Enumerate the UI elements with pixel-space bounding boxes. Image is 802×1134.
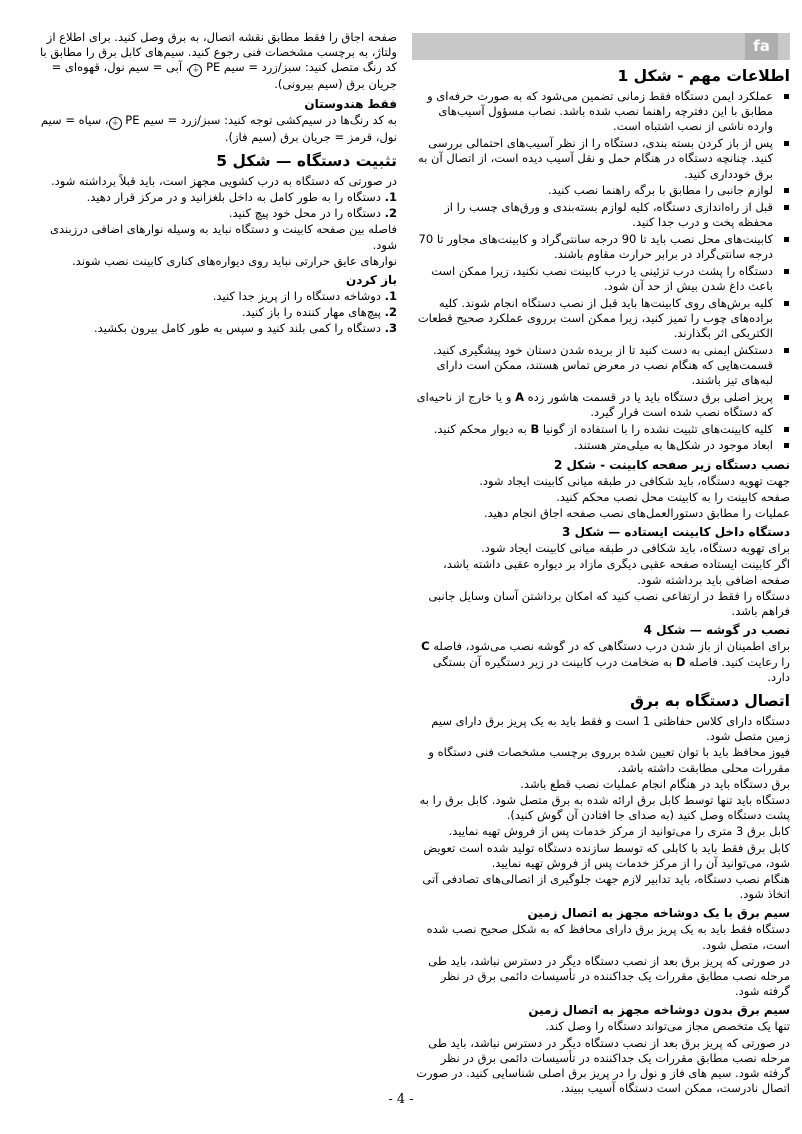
paragraph: جهت تهویه دستگاه، باید شکافی در طبقه میانی کابینت ایجاد شود. — [479, 473, 790, 488]
heading-removal: باز کردن — [346, 273, 397, 288]
earth-ground-icon: ⏚ — [189, 64, 202, 77]
list-item — [412, 89, 790, 135]
list-item — [412, 390, 790, 420]
step-item — [38, 321, 397, 336]
bullet-text: عملکرد ایمن دستگاه فقط زمانی تضمین می‌شود که به صورت حرفه‌ای و مطابق با این دفترچه راهنما نصب شده باشد. نصاب مسؤول آسیب‌های وارده ناشی از نصب اشتباه است. — [427, 89, 773, 134]
list-item — [412, 264, 790, 294]
step-number: 1. — [384, 289, 397, 304]
language-badge: fa — [745, 33, 778, 60]
page-number: - 4 - — [388, 1092, 414, 1107]
step-number: 2. — [384, 206, 397, 221]
paragraph: برق دستگاه باید در هنگام انجام عملیات نصب قطع باشد. — [520, 776, 790, 791]
bullet-text: کلیه برش‌های روی کابینت‌ها باید قبل از نصب دستگاه انجام شوند. کلیه براده‌های چوب را تمیز کنید، زیرا ممکن است برروی عملکرد صحیح قطعات الکتریکی اثر بگذارند. — [417, 295, 773, 341]
heading-cord-without-earthed-plug: سیم برق بدون دوشاخه مجهز به اتصال زمین — [528, 1003, 790, 1018]
paragraph — [412, 639, 790, 685]
paragraph: عملیات را مطابق دستورالعمل‌های نصب صفحه اجاق انجام دهید. — [483, 506, 790, 521]
bullet-square-icon — [784, 188, 789, 193]
bullet-text: ابعاد موجود در شکل‌ها به میلی‌متر هستند. — [573, 438, 773, 453]
list-item — [412, 296, 790, 342]
list-item — [412, 232, 790, 262]
reference-letter-d: D — [675, 654, 686, 669]
reference-letter-b: B — [530, 421, 540, 436]
paragraph: اگر کابینت ایستاده صفحه عقبی دیگری مازاد بر دیواره عقبی داشته باشد، صفحه اضافی باید برداشته شود. — [443, 557, 790, 587]
heading-india-only: فقط هندوستان — [304, 96, 397, 111]
paragraph: هنگام نصب دستگاه، باید تدابیر لازم جهت جلوگیری از اتصالی‌های تصادفی آتی اتخاذ شود. — [422, 871, 790, 902]
bullet-square-icon — [784, 443, 789, 448]
paragraph: دستگاه را فقط در ارتفاعی نصب کنید که امکان برداشتن آسان وسایل جانبی فراهم باشد. — [428, 588, 790, 619]
paragraph: کابل برق فقط باید با کابلی که توسط سازنده دستگاه تولید شده است تعویض شود، می‌توانید آن را از مرکز خدمات پس از فروش تهیه نمایید. — [423, 840, 790, 870]
paragraph-text: ، سیاه = سیم نول، قرمز = جریان برق (سیم فاز). — [40, 112, 397, 144]
right-column — [412, 33, 790, 1097]
step-number: 1. — [384, 190, 397, 205]
bullet-square-icon — [784, 94, 789, 99]
earth-ground-icon: ⏚ — [109, 117, 122, 130]
step-number: 3. — [384, 321, 397, 336]
paragraph: دستگاه دارای کلاس حفاظتی 1 است و فقط باید به یک پریز برق دارای سیم زمین متصل شود. — [431, 713, 790, 744]
paragraph-text: به کد رنگ‌ها در سیم‌کشی توجه کنید: سبز/زرد = سیم PE — [121, 112, 397, 127]
paragraph: صفحه کابینت را به کابینت محل نصب محکم کنید. — [556, 489, 790, 504]
bullet-text: دستگاه را پشت درب تزئینی یا درب کابینت نصب نکنید، زیرا ممکن است باعث داغ شدن بیش از حد آن شود. — [431, 263, 773, 293]
heading-tall-cabinet-figure3: دستگاه داخل کابینت ایستاده — شکل 3 — [562, 525, 790, 540]
bullet-square-icon — [784, 237, 789, 242]
list-item — [412, 438, 790, 453]
step-item — [38, 305, 397, 320]
paragraph: دستگاه فقط باید به یک پریز برق دارای محافظ که به شکل صحیح نصب شده است، متصل شود. — [426, 922, 790, 952]
list-item — [412, 343, 790, 389]
paragraph-text: ، آبی = سیم نول، قهوه‌ای = جریان برق (سیم بیرونی). — [51, 60, 397, 92]
step-number: 2. — [384, 305, 397, 320]
paragraph — [38, 113, 397, 145]
paragraph: در صورتی که پریز برق بعد از نصب دستگاه دیگر در دسترس نباشد، باید طی مرحله نصب مطابق مقررات یک جداکننده در تأسیسات دائمی برق در نظر گرفته شود. سیم های فاز و نول را در پریز برق اصلی شناسایی کنید. در صورت اتصال نادرست، ممکن است دستگاه آسیب ببیند. — [416, 1035, 790, 1096]
paragraph-text: به ضخامت درب کابینت در زیر دستگیره آن بستگی دارد. — [432, 654, 790, 684]
left-column — [38, 30, 397, 338]
step-item — [38, 206, 397, 221]
bullet-square-icon — [784, 205, 789, 210]
paragraph-text: را رعایت کنید. فاصله — [685, 654, 790, 669]
bullet-text: به دیوار محکم کنید. — [433, 421, 531, 436]
bullet-text: دستکش ایمنی به دست کنید تا از بریده شدن دستان خود پیشگیری کنید. قسمت‌هایی که هنگام نصب در معرض تماس هستند، ممکن است دارای لبه‌های تیز باشند. — [432, 342, 773, 388]
bullet-text: کلیه کابینت‌های تثبیت نشده را با استفاده از گونیا — [539, 421, 773, 436]
step-text: دستگاه را به طور کامل به داخل بلغزانید و در مرکز قرار دهید. — [86, 190, 381, 205]
paragraph: تنها یک متخصص مجاز می‌تواند دستگاه را وصل کند. — [545, 1019, 790, 1034]
bullet-square-icon — [784, 348, 789, 353]
paragraph: برای تهویه دستگاه، باید شکافی در طبقه میانی کابینت ایجاد شود. — [481, 541, 790, 556]
bullet-text: کابینت‌های محل نصب باید تا 90 درجه سانتی‌گراد و کابینت‌های مجاور تا 70 درجه سانتی‌گراد در برابر حرارت مقاوم باشند. — [418, 231, 773, 262]
paragraph — [38, 30, 397, 93]
heading-securing-appliance-figure5: تثبیت دستگاه — شکل 5 — [216, 151, 397, 170]
paragraph: فاصله بین صفحه کابینت و دستگاه نباید به وسیله نوارهای اضافی درزبندی شود. — [50, 222, 397, 252]
bullet-square-icon — [784, 395, 789, 400]
list-item — [412, 200, 790, 230]
heading-cord-with-earthed-plug: سیم برق با یک دوشاخه مجهز به اتصال زمین — [527, 906, 790, 921]
paragraph-text: صفحه اجاق را فقط مطابق نقشه اتصال، به برق وصل کنید. برای اطلاع از ولتاژ، به برچسب مشخصات فنی رجوع کنید. سیم‌های کابل برق را مطابق با کد رنگ متصل کنید: سبز/زرد = سیم PE — [39, 30, 397, 75]
step-item — [38, 190, 397, 205]
paragraph: در صورتی که پریز برق بعد از نصب دستگاه دیگر در دسترس نباشد، باید طی مرحله نصب مطابق مقررات یک جداکننده در تأسیسات دائمی برق در نظر گرفته شود. — [428, 953, 790, 999]
reference-letter-a: A — [515, 389, 524, 404]
list-item — [412, 422, 790, 437]
bullet-square-icon — [784, 269, 789, 274]
step-text: دستگاه را کمی بلند کنید و سپس به طور کامل بیرون بکشید. — [94, 321, 381, 336]
paragraph: فیوز محافظ باید با توان تعیین شده برروی برچسب مشخصات فنی دستگاه و مقررات محلی مطابقت داشته باشد. — [428, 745, 790, 775]
step-text: پیچ‌های مهار کننده را باز کنید. — [241, 305, 381, 320]
language-bar — [412, 33, 790, 60]
bullet-text: و یا خارج از ناحیه‌ای که دستگاه نصب شده است قرار گیرد. — [416, 389, 773, 420]
bullet-text: لوازم جانبی را مطابق با برگه راهنما نصب کنید. — [548, 183, 773, 198]
step-text: دوشاخه دستگاه را از پریز جدا کنید. — [212, 289, 381, 304]
reference-letter-c: C — [421, 639, 430, 654]
paragraph: دستگاه باید تنها توسط کابل برق ارائه شده به برق متصل شود. کابل برق را به پشت دستگاه وصل کنید (به صدای جا افتادن آن گوش کنید). — [419, 792, 790, 823]
bullet-text: پس از باز کردن بسته بندی، دستگاه را از نظر آسیب‌های احتمالی بررسی کنید. چنانچه دستگاه در هنگام حمل و نقل آسیب دیده است، از اتصال آن به برق خودداری کنید. — [418, 136, 773, 181]
list-item — [412, 183, 790, 198]
step-text: دستگاه را در محل خود پیچ کنید. — [228, 206, 381, 221]
paragraph: در صورتی که دستگاه به درب کشویی مجهز است، باید قبلاً برداشته شود. — [51, 173, 397, 188]
heading-important-info-figure1: اطلاعات مهم - شکل 1 — [617, 67, 790, 85]
step-item — [38, 289, 397, 304]
heading-install-under-worktop-figure2: نصب دستگاه زیر صفحه کابینت - شکل 2 — [553, 457, 790, 472]
list-item — [412, 136, 790, 182]
bullet-square-icon — [784, 427, 789, 432]
bullet-text: قبل از راه‌اندازی دستگاه، کلیه لوازم بسته‌بندی و ورق‌های چسب را از محفظه پخت و درب جدا کنید. — [444, 199, 773, 230]
bullet-square-icon — [784, 141, 789, 146]
paragraph: نوارهای عایق حرارتی نباید روی دیواره‌های کناری کابینت نصب شوند. — [72, 253, 397, 268]
bullet-square-icon — [784, 301, 789, 306]
bullet-text: پریز اصلی برق دستگاه باید یا در قسمت هاشور زده — [524, 389, 773, 404]
heading-electrical-connection: اتصال دستگاه به برق — [630, 691, 790, 710]
paragraph-text: برای اطمینان از باز شدن درب دستگاهی که در گوشه نصب می‌شود، فاصله — [429, 639, 790, 654]
paragraph: کابل برق 3 متری را می‌توانید از مرکز خدمات پس از فروش تهیه نمایید. — [448, 824, 790, 839]
heading-corner-installation-figure4: نصب در گوشه — شکل 4 — [643, 623, 790, 638]
